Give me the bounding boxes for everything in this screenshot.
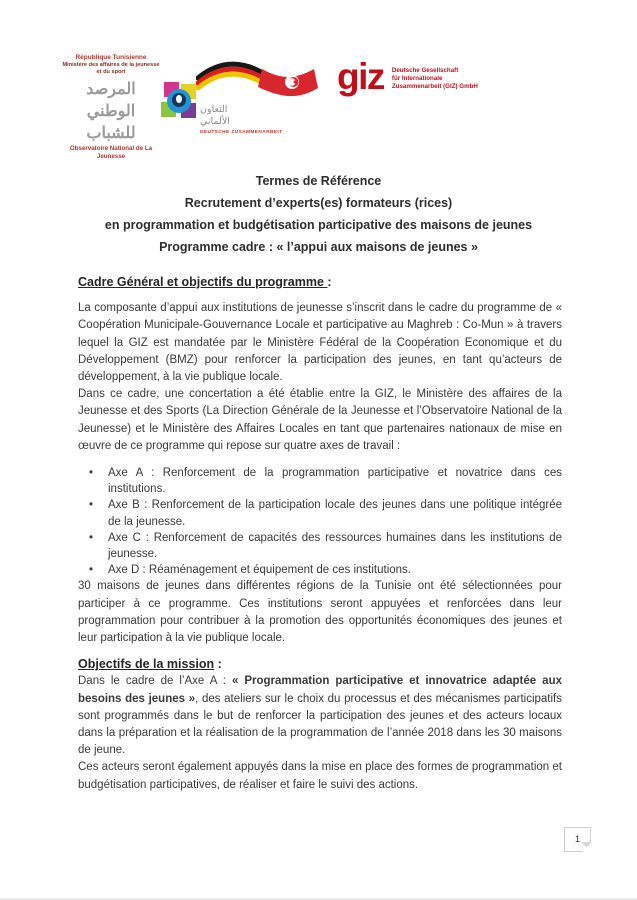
list-item-axe-a: • Axe A : Renforcement de la programmation participative et novatrice dans ces institutions.: [78, 465, 562, 497]
paragraph-axe-a-bold: « Programmation participative et innovatrice adaptée aux besoins des jeunes »: [78, 675, 562, 705]
onj-ministere-label: Ministère des affaires de la jeunesse et du sport: [62, 62, 160, 75]
giz-company-name: [392, 62, 478, 92]
list-item-axe-b: • Axe B : Renforcement de la participation locale des jeunes dans une politique intégrée de la jeunesse.: [78, 497, 562, 529]
document-body: [78, 274, 562, 794]
giz-line1: Deutsche Gesellschaft: [391, 67, 459, 74]
section-heading-objectifs-colon: :: [214, 657, 222, 672]
title-line4: Programme cadre : « l’appui aux maisons de jeunes »: [159, 240, 478, 254]
list-item-axe-c: • Axe C : Renforcement de capacités des ressources humaines dans les institutions de jeunesse.: [78, 530, 562, 562]
cooperation-arabic-line2: الألماني: [200, 116, 230, 127]
document-title: [0, 170, 637, 258]
onj-republique-label: République Tunisienne: [75, 54, 147, 61]
title-line3: en programmation et budgétisation participative des maisons de jeunes: [104, 218, 533, 232]
onj-observatoire-label: Observatoire National de La Jeunesse: [69, 145, 153, 160]
paragraph-programme-1: La composante d’appui aux institutions de jeunesse s’inscrit dans le cadre du programme de « Coopération Municipale-Gouvernance Locale et participative au Maghreb : Co-Mun » à travers lequel la GIZ est mandatée par le Ministère Fédéral de la Coopération Economique et du Développement (BMZ) pour renforcer la participation des jeunes, en tant qu’acteurs de développement, à la vie publique locale.: [78, 302, 562, 384]
title-line1: Termes de Référence: [255, 174, 382, 188]
paragraph-maisons-de-jeunes: 30 maisons de jeunes dans différentes régions de la Tunisie ont été sélectionnées pour participer à ce programme. Ces institutions seront appuyées et renforcées dans leur programmation pour contribuer à la promotion des opportunités économiques des jeunes et leur participation à la vie publique locale.: [78, 580, 562, 645]
section-heading-cadre-general: [78, 274, 562, 291]
onj-arabic-label: المرصد الوطني للشباب: [86, 81, 136, 142]
section-heading-objectifs: [78, 656, 562, 673]
giz-wordmark: giz: [337, 56, 384, 97]
title-line2: Recrutement d’experts(es) formateurs (rices): [184, 196, 453, 210]
german-tunisian-cooperation-logo: [196, 56, 324, 135]
giz-logo: [337, 56, 478, 97]
section-heading-objectifs-text: Objectifs de la mission: [78, 657, 215, 672]
cooperation-caption-label: DEUTSCHE ZUSAMMENARBEIT: [200, 130, 283, 135]
onj-emblem-icon: [161, 82, 197, 120]
cooperation-arabic-line1: التعاون: [200, 104, 228, 115]
page-number-box: [564, 827, 591, 852]
page-number: 1: [574, 834, 580, 844]
section-heading-cadre-general-colon: :: [327, 275, 332, 289]
section-heading-cadre-general-text: Cadre Général et objectifs du programme: [78, 275, 328, 289]
list-item-axe-d: • Axe D : Réaménagement et équipement de ces institutions.: [78, 562, 562, 578]
paragraph-acteurs-appuyes: Ces acteurs seront également appuyés dans la mise en place des formes de programmation et budgétisation participatives, de réaliser et faire le suivi des actions.: [78, 761, 562, 791]
paragraph-axe-a-post: , des ateliers sur le choix du processus et des mécanismes participatifs sont programmés dans le but de renforcer la participation des jeunes et des acteurs locaux dans la préparation et la réalisation de la programmation de l’année 2018 dans les 30 maisons de jeune.: [78, 692, 562, 757]
axes-list: [78, 465, 562, 578]
paragraph-programme-2: Dans ce cadre, une concertation a été établie entre la GIZ, le Ministère des affaires de la Jeunesse et des Sports (La Direction Générale de la Jeunesse et l’Observatoire National de la Jeunesse) et le Ministère des Affaires Locales en tant que partenaires nationaux de mise en œuvre de ce programme qui repose sur quatre axes de travail :: [78, 388, 562, 452]
paragraph-axe-a-mission: [78, 673, 562, 759]
onj-logo: [60, 54, 162, 161]
paragraph-axe-a-pre: Dans le cadre de l’Axe A :: [78, 675, 232, 688]
header-logos: [60, 50, 480, 160]
giz-line2: für Internationale: [391, 74, 443, 82]
german-tunisian-wave-icon: [196, 56, 321, 98]
giz-line3: Zusammenarbeit (GIZ) GmbH: [391, 82, 478, 90]
